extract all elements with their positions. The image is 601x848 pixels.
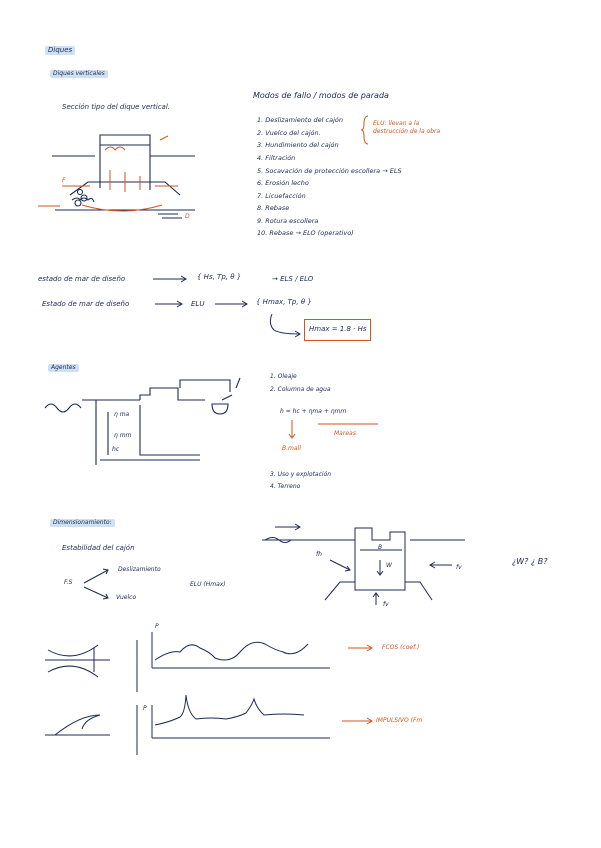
main-header: Diques — [45, 46, 75, 55]
list-item: 1. Deslizamiento del cajón — [257, 116, 343, 124]
sea-state-line1-left: estado de mar de diseño — [38, 275, 126, 283]
list-item: 4. Filtración — [257, 154, 296, 162]
label-hc: hc — [112, 446, 120, 453]
agent-list-item: 4. Terreno — [270, 483, 301, 490]
sea-state-line2-left: Estado de mar de diseño — [42, 300, 130, 308]
list-item: 9. Rotura escollera — [257, 217, 319, 225]
failure-modes-title: Modos de fallo / modos de parada — [253, 91, 389, 100]
question-label: ¿W? ¿ B? — [512, 557, 548, 566]
axis-p-1: P — [155, 623, 159, 630]
agent-list-item: 1. Oleaje — [270, 373, 297, 380]
sea-state-line1-mid: { Hs, Tp, θ } — [197, 273, 242, 281]
water-depth-formula: h = hc + ηma + ηmm — [280, 408, 347, 415]
list-item: 5. Socavación de protección escollera → ELS — [257, 167, 402, 175]
list-item: 2. Vuelco del cajón. — [257, 129, 321, 137]
weight-w: W — [386, 562, 392, 569]
list-item: 7. Licuefacción — [257, 192, 306, 200]
graph2-label: IMPULSIVO (Fm — [376, 717, 423, 724]
sea-state-line2-mid: ELU — [191, 300, 205, 308]
sub-header-dimensionamiento: Dimensionamiento: — [50, 519, 115, 527]
mareas-note: Mareas — [334, 430, 356, 437]
elu-hmax: ELU (Hmax) — [190, 581, 226, 588]
label-eta-ma: η ma — [114, 411, 130, 418]
section-type-title: Sección tipo del dique vertical. — [62, 103, 171, 111]
sea-state-line2-right: { Hmax, Tp, θ } — [256, 298, 312, 306]
stability-title: Estabilidad del cajón — [62, 544, 135, 552]
option-overturning: Vuelco — [116, 594, 137, 601]
force-fv: fv — [456, 564, 462, 571]
force-fv-bottom: fv — [383, 601, 389, 608]
list-item: 3. Hundimiento del cajón — [257, 141, 339, 149]
sea-state-line1-right: → ELS / ELO — [272, 275, 314, 283]
hmax-formula: Hmax = 1.8 · Hs — [309, 325, 367, 333]
axis-p-2: P — [143, 705, 147, 712]
graph1-label: FCOS (coef.) — [382, 644, 420, 651]
sub-header-diques-verticales: Diques verticales — [50, 70, 108, 78]
agent-list-item: 2. Columna de agua — [270, 386, 331, 393]
list-item: 6. Erosión lecho — [257, 179, 309, 187]
option-sliding: Deslizamiento — [118, 566, 161, 573]
list-item: 10. Rebase → ELO (operativo) — [257, 229, 354, 237]
agent-list-item: 3. Uso y explotación — [270, 471, 332, 478]
width-b: B — [378, 544, 383, 551]
fig1-label-d: D — [185, 213, 190, 220]
elu-note: ELU: llevan a la destrucción de la obra — [373, 120, 441, 136]
fig1-label-f: F — [62, 177, 66, 184]
sub-header-agentes: Agentes — [48, 364, 79, 372]
force-fh: fh — [316, 551, 322, 558]
fs-label: F.S — [64, 579, 73, 586]
list-item: 8. Rebase — [257, 204, 290, 212]
label-eta-mm: η mm — [114, 432, 132, 439]
bmall-note: B.mall — [282, 445, 301, 452]
